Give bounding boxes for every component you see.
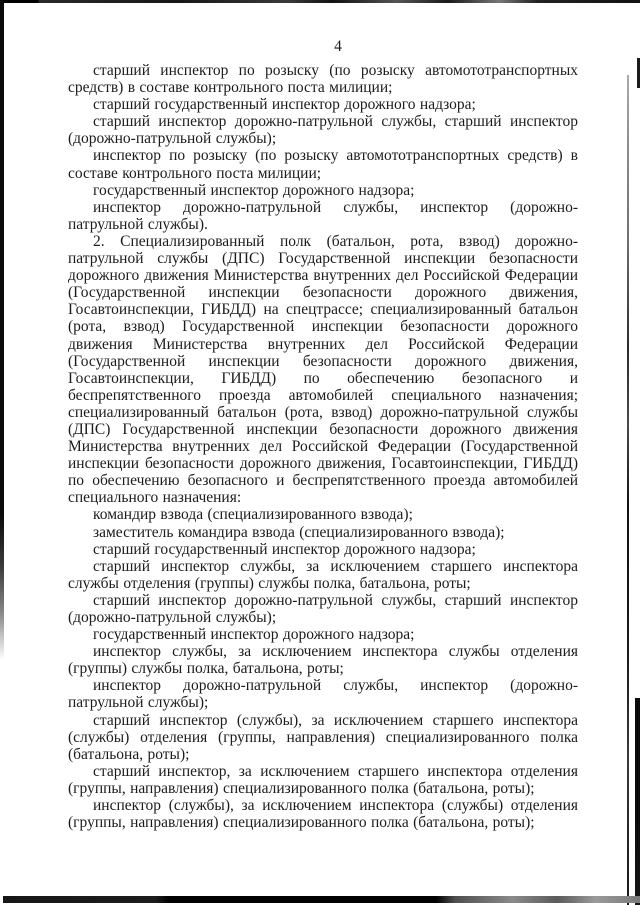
document-body-text bbox=[68, 62, 578, 831]
paragraph: инспектор по розыску (по розыску автомототранспортных средств) в составе контрольного поста милиции; bbox=[68, 147, 578, 182]
scan-edge-bottom-bar bbox=[3, 896, 640, 903]
paragraph: 2. Специализированный полк (батальон, рота, взвод) дорожно-патрульной службы (ДПС) Государственной инспекции безопасности дорожного движения Министерства внутренних дел Российской Федерации (Государственной инспекции безопасности дорожного движения, Госавтоинспекции, ГИБДД) на спецтрассе; специализированный батальон (рота, взвод) Государственной инспекции безопасности дорожного движения Министерства внутренних дел Российской Федерации (Государственной инспекции безопасности дорожного движения, Госавтоинспекции, ГИБДД) по обеспечению безопасного и беспрепятственного проезда автомобилей специального назначения; специализированный батальон (рота, взвод) дорожно-патрульной службы (ДПС) Государственной инспекции безопасности дорожного движения Министерства внутренних дел Российской Федерации (Государственной инспекции безопасности дорожного движения, Госавтоинспекции, ГИБДД) по обеспечению безопасного и беспрепятственного проезда автомобилей специального назначения: bbox=[68, 232, 578, 507]
paragraph: старший государственный инспектор дорожного надзора; bbox=[93, 96, 476, 114]
paragraph: командир взвода (специализированного взвода); bbox=[93, 506, 413, 524]
paragraph: старший инспектор (службы), за исключением старшего инспектора (службы) отделения (группы, направления) специализированного полка (батальона, роты); bbox=[68, 711, 578, 763]
paragraph: инспектор дорожно-патрульной службы, инспектор (дорожно-патрульной службы). bbox=[68, 198, 578, 233]
paragraph: заместитель командира взвода (специализированного взвода); bbox=[93, 523, 505, 541]
paragraph: старший инспектор, за исключением старшего инспектора отделения (группы, направления) специализированного полка (батальона, роты); bbox=[68, 762, 578, 797]
paragraph: старший государственный инспектор дорожного надзора; bbox=[93, 540, 476, 558]
paragraph: государственный инспектор дорожного надзора; bbox=[93, 626, 415, 644]
paragraph: старший инспектор по розыску (по розыску автомототранспортных средств) в составе контрольного поста милиции; bbox=[68, 62, 578, 97]
scan-edge-top bbox=[0, 0, 640, 3]
paragraph: инспектор дорожно-патрульной службы, инспектор (дорожно-патрульной службы); bbox=[68, 677, 578, 712]
paragraph: инспектор службы, за исключением инспектора службы отделения (группы) службы полка, батальона, роты; bbox=[68, 643, 578, 678]
paragraph: государственный инспектор дорожного надзора; bbox=[93, 181, 415, 199]
paragraph: старший инспектор дорожно-патрульной службы, старший инспектор (дорожно-патрульной службы); bbox=[68, 591, 578, 626]
scan-edge-left bbox=[0, 0, 4, 660]
paragraph: инспектор (службы), за исключением инспектора (службы) отделения (группы, направления) специализированного полка (батальона, роты); bbox=[68, 797, 578, 832]
scan-edge-right-line bbox=[627, 75, 629, 905]
page-number: 4 bbox=[334, 38, 342, 55]
paragraph: старший инспектор дорожно-патрульной службы, старший инспектор (дорожно-патрульной службы); bbox=[68, 113, 578, 148]
paragraph: старший инспектор службы, за исключением старшего инспектора службы отделения (группы) службы полка, батальона, роты; bbox=[68, 557, 578, 592]
scan-edge-right-bottom-bar bbox=[635, 698, 640, 905]
